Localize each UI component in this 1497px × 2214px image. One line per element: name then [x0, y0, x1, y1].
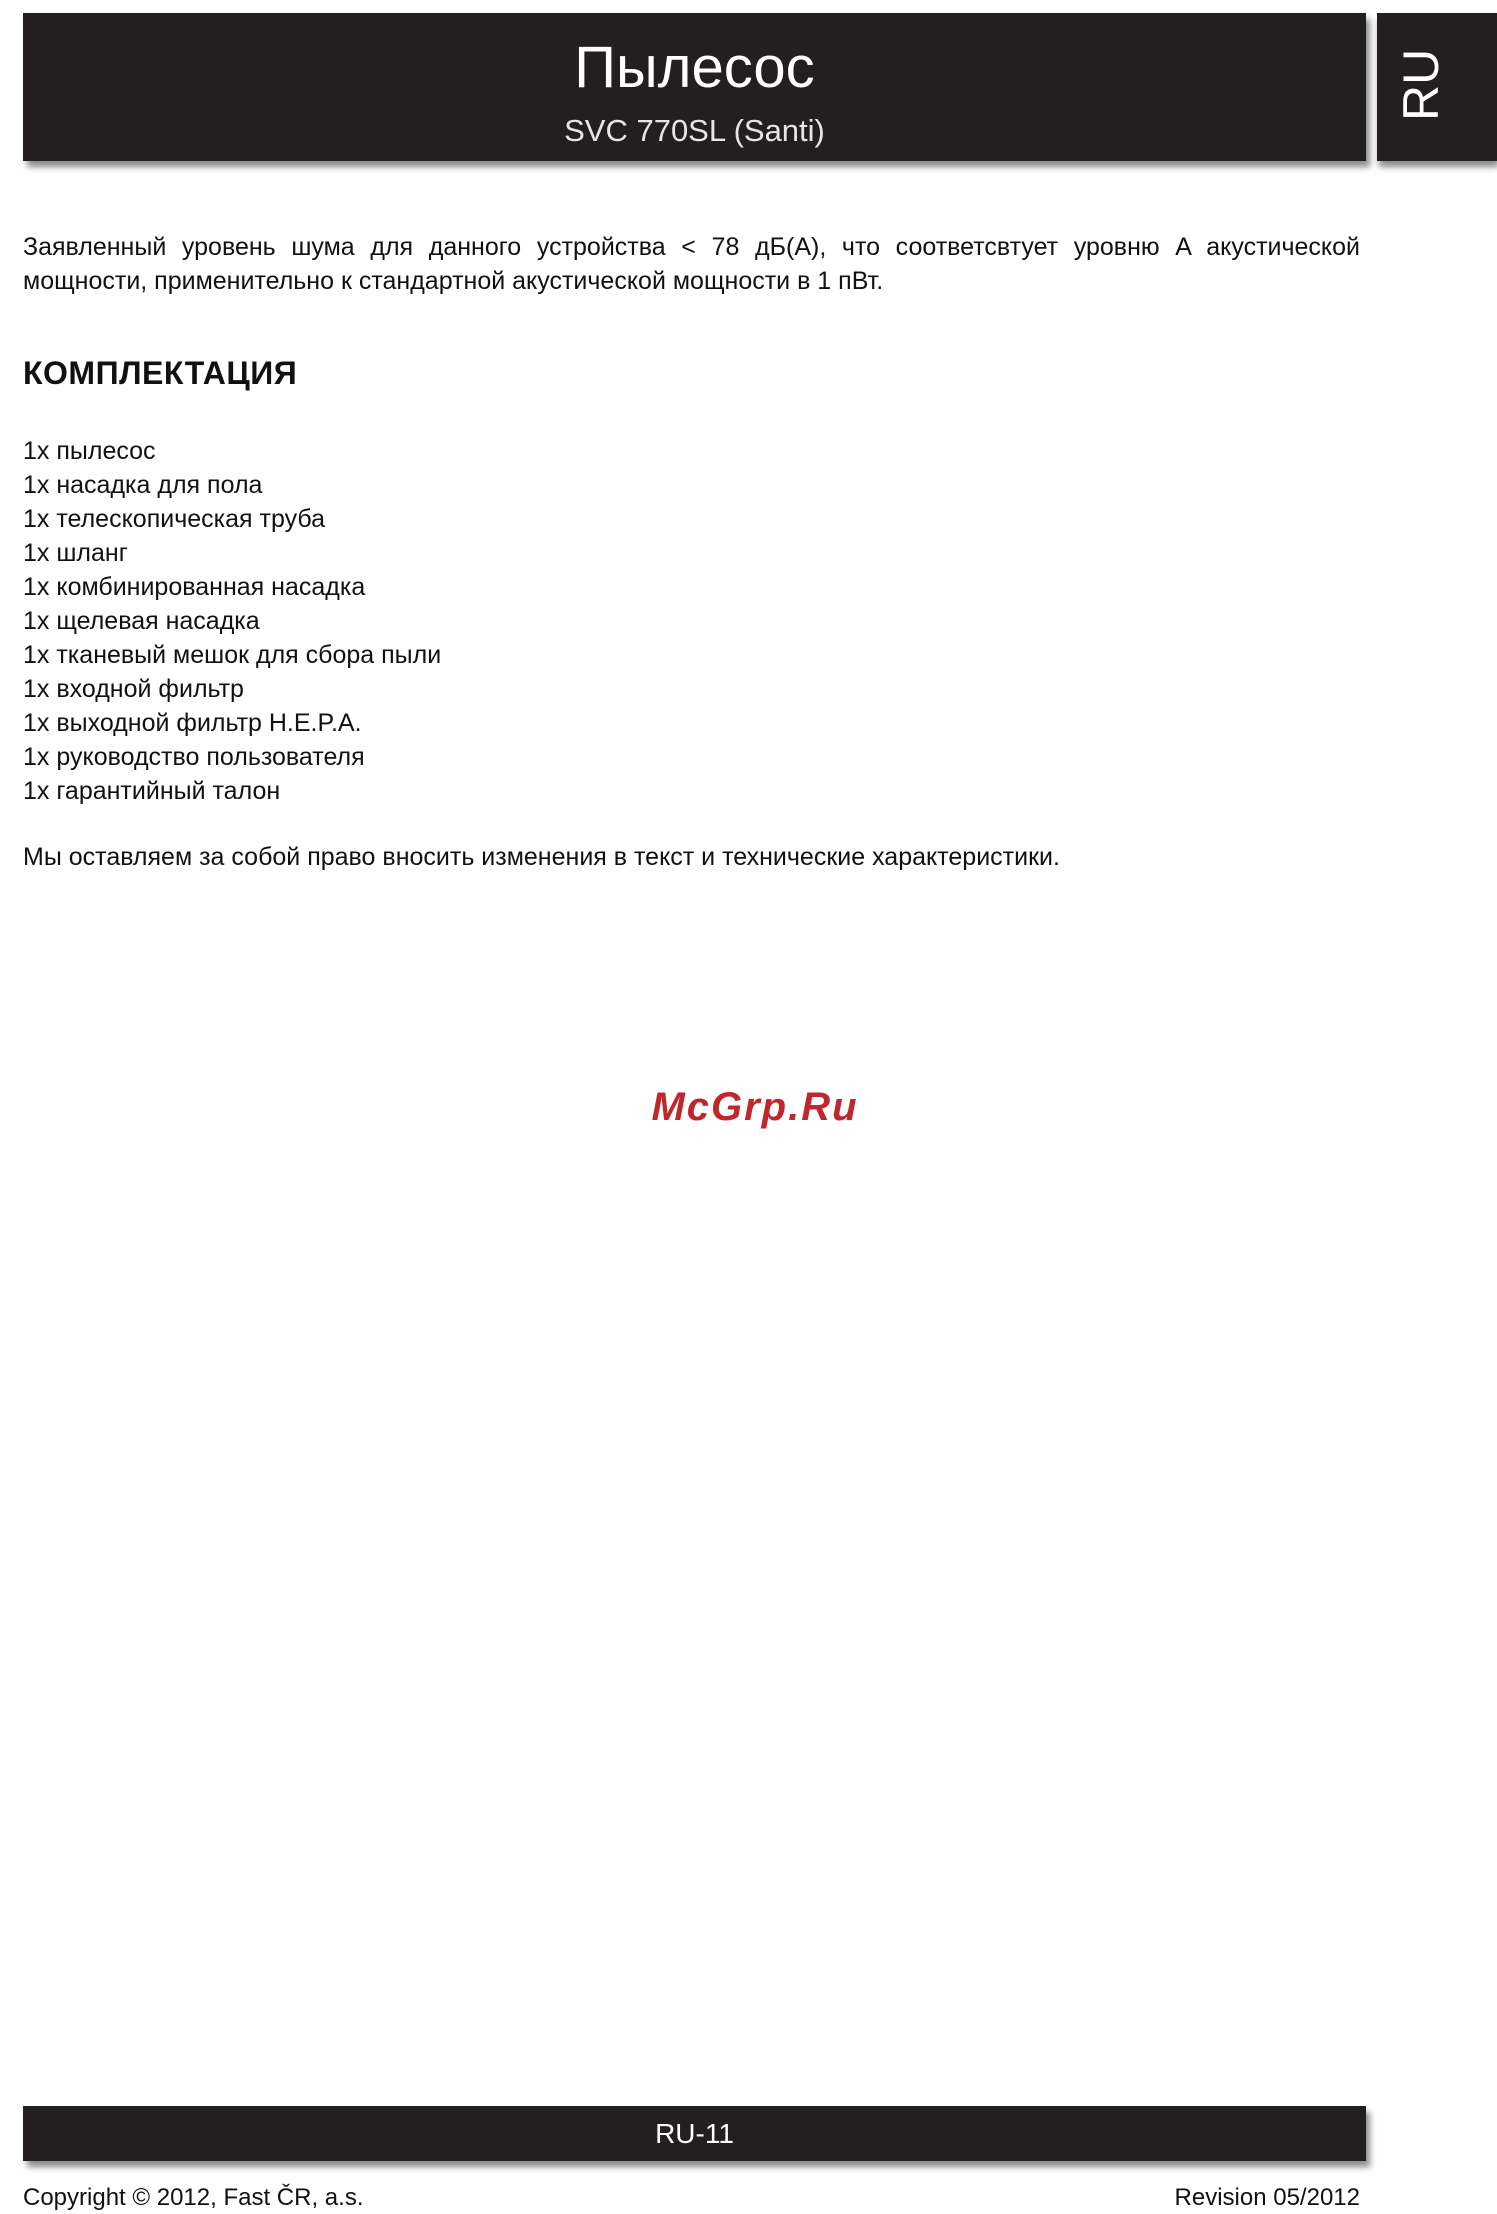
section-heading-package: КОМПЛЕКТАЦИЯ: [23, 355, 298, 391]
footer-bar: [23, 2106, 1366, 2161]
package-item: 1x руководство пользователя: [23, 743, 365, 771]
model-subtitle: SVC 770SL (Santi): [564, 113, 825, 148]
disclaimer-text: Мы оставляем за собой право вносить изменения в текст и технические характеристики.: [23, 843, 1060, 871]
main-content: [23, 230, 1360, 874]
package-item: 1x телескопическая труба: [23, 505, 326, 533]
package-item: 1x комбинированная насадка: [23, 573, 366, 601]
package-item: 1x шланг: [23, 539, 128, 567]
watermark: McGrp.Ru: [651, 1085, 859, 1129]
language-tab: [1377, 13, 1497, 161]
noise-statement: Заявленный уровень шума для данного устройства < 78 дБ(A), что соответсвтует уровню A акустической мощности, применительно к стандартной акустической мощности в 1 пВт.: [23, 233, 1360, 295]
package-item: 1x щелевая насадка: [23, 607, 260, 635]
page-title: Пылесос: [574, 35, 815, 100]
revision-text: Revision 05/2012: [1174, 2184, 1360, 2211]
package-item: 1x тканевый мешок для сбора пыли: [23, 641, 442, 669]
package-item: 1x гарантийный талон: [23, 777, 281, 805]
package-list: [23, 434, 1360, 808]
package-item: 1x выходной фильтр H.E.P.A.: [23, 709, 362, 737]
language-label: RU: [1393, 48, 1449, 121]
package-item: 1x насадка для пола: [23, 471, 263, 499]
package-item: 1x входной фильтр: [23, 675, 244, 703]
page-number: RU-11: [655, 2118, 734, 2149]
header-bar: [23, 13, 1366, 161]
copyright-text: Copyright © 2012, Fast ČR, a.s.: [23, 2184, 364, 2211]
package-item: 1x пылесос: [23, 437, 156, 465]
